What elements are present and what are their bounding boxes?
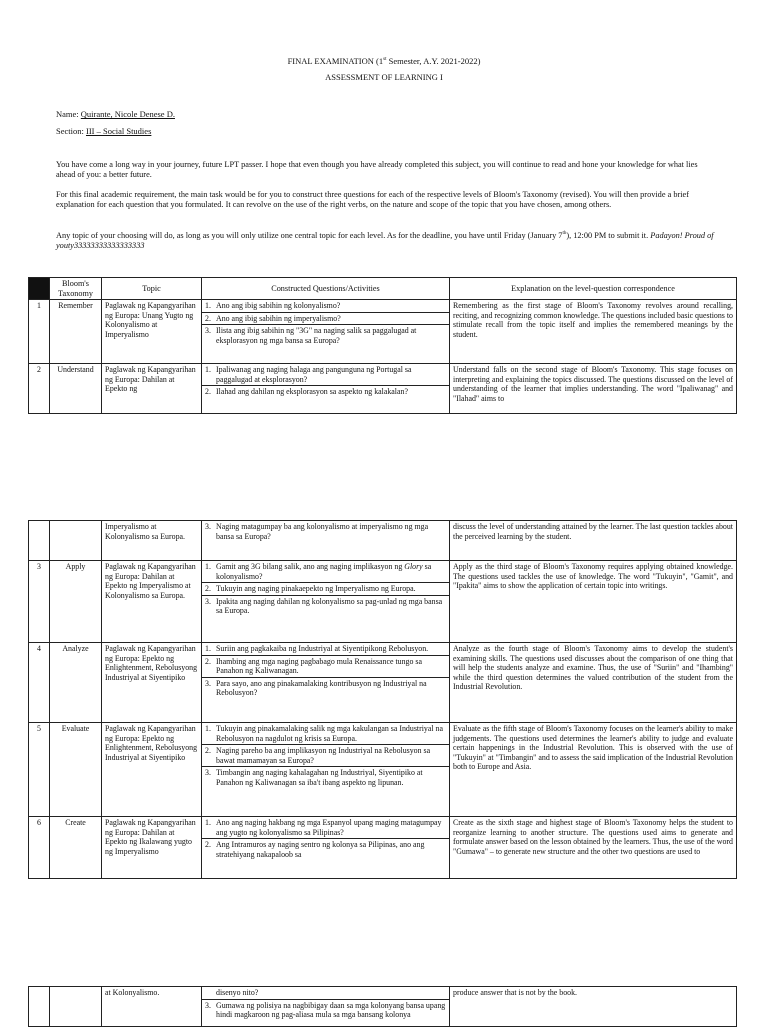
row-explanation: Understand falls on the second stage of Bloom's Taxonomy. This stage focuses on interpreting and explaining the topics discussed. The questions discussed on the level of understanding of the learner that implies understanding. The word "Ipaliwanag" and "Ilahad" aims to — [450, 364, 737, 414]
table-row — [29, 643, 737, 723]
row-questions — [202, 561, 450, 643]
page-3 — [0, 978, 768, 1024]
question-item: 2. Tukuyin ang naging pinakaepekto ng Imperyalismo ng Europa. — [202, 583, 449, 596]
question-item: 2. Ihambing ang mga naging pagbabago mula Renaissance tungo sa Panahon ng Kaliwanagan. — [202, 656, 449, 678]
exam-subtitle: ASSESSMENT OF LEARNING I — [325, 72, 443, 82]
row-questions — [202, 300, 450, 364]
table-row — [29, 561, 737, 643]
header-topic: Topic — [102, 278, 202, 300]
row-number: 1 — [29, 300, 50, 364]
row-questions — [202, 643, 450, 723]
question-item: disenyo nito? — [202, 987, 449, 1000]
row-topic: Paglawak ng Kapangyarihan ng Europa: Dahilan at Epekto ng — [102, 364, 202, 414]
table-row — [29, 723, 737, 817]
question-item: 3. Naging matagumpay ba ang kolonyalismo at imperyalismo ng mga bansa sa Europa? — [205, 522, 429, 541]
row-number: 3 — [29, 561, 50, 643]
row-topic: at Kolonyalismo. — [102, 987, 202, 1027]
student-section: Section: III – Social Studies — [56, 126, 152, 136]
question-item: 2. Ilahad ang dahilan ng eksplorasyon sa aspekto ng kalakalan? — [205, 387, 408, 397]
row-explanation: Analyze as the fourth stage of Bloom's Taxonomy aims to develop the student's examining skills. The questions used discusses about the comparison of one thing that will help the students analyze and examine. Thus, the use of "Suriin" and "Ihambing" while the third question determines the valued contribution of the student from the Industrial Revolution. — [450, 643, 737, 723]
row-number: 2 — [29, 364, 50, 414]
corner-cell — [29, 278, 50, 300]
row-explanation: Evaluate as the fifth stage of Bloom's Taxonomy focuses on the learner's ability to make judgements. The questions used determines the learner's ability to judge and evaluate certain happenings in the Industrial Revolution. This is observed with the use of "Tukuyin" at "Timbangin" and to assess the said implication of the Industrial Revolution both to Europe and Asia. — [450, 723, 737, 817]
row-explanation: Remembering as the first stage of Bloom's Taxonomy revolves around recalling, reciting, and recognizing common knowledge. The questions included basic questions to stimulate recall from the topic itself and implies the remembered meanings by the student. — [450, 300, 737, 364]
question-item: 1. Ano ang ibig sabihin ng kolonyalismo? — [202, 300, 449, 313]
blooms-table-page-1 — [28, 277, 737, 414]
row-explanation: Create as the sixth stage and highest stage of Bloom's Taxonomy helps the student to reorganize learning to another structure. The questions used aims to generate and formulate answer based on the lesson obtained by the learners. Thus, the use of the word "Gumawa" – to generate new structure and the other two questions are used to — [450, 817, 737, 879]
row-questions — [202, 723, 450, 817]
row-level — [50, 521, 102, 561]
table-row — [29, 817, 737, 879]
row-topic: Paglawak ng Kapangyarihan ng Europa: Epekto ng Enlightenment, Rebolusyong Industriyal at Siyentipiko — [102, 723, 202, 817]
row-explanation: Apply as the third stage of Bloom's Taxonomy requires applying obtained knowledge. The questions used tackles the use of knowledge. The word "Tukuyin", "Gamit", and "Ipakita" aims to show the application of certain topic into writings. — [450, 561, 737, 643]
header-taxonomy: Bloom's Taxonomy — [50, 278, 102, 300]
table-header-row — [29, 278, 737, 300]
blooms-table-page-2 — [28, 520, 737, 879]
row-level: Analyze — [50, 643, 102, 723]
row-level: Apply — [50, 561, 102, 643]
row-questions — [202, 817, 450, 879]
question-item: 3. Timbangin ang naging kahalagahan ng Industriyal, Siyentipiko at Panahon ng Kaliwanagan sa iba't ibang aspekto ng lipunan. — [205, 768, 423, 787]
instruction-paragraph-3: Any topic of your choosing will do, as long as you will only utilize one central topic for each level. As for the deadline, you have until Friday (January 7th), 12:00 PM to submit it. Padayon! Proud of youty33333333333333333 — [56, 230, 714, 251]
row-level — [50, 987, 102, 1027]
row-number: 4 — [29, 643, 50, 723]
student-name: Name: Quirante, Nicole Denese D. — [56, 109, 175, 119]
question-item: 1. Ano ang naging hakbang ng mga Espanyol upang maging matagumpay ang yugto ng kolonyalismo sa Pilipinas? — [202, 817, 449, 839]
row-level: Evaluate — [50, 723, 102, 817]
row-number — [29, 987, 50, 1027]
header-explanation: Explanation on the level-question correspondence — [450, 278, 737, 300]
question-item: 1. Gamit ang 3G bilang salik, ano ang naging implikasyon ng Glory sa kolonyalismo? — [202, 561, 449, 583]
table-row — [29, 300, 737, 364]
question-item: 3. Gumawa ng polisiya na nagbibigay daan sa mga kolonyang bansa upang hindi magkaroon ng pag-aliasa mula sa mga bansang kolonya — [205, 1000, 446, 1020]
row-level: Remember — [50, 300, 102, 364]
header-questions: Constructed Questions/Activities — [202, 278, 450, 300]
page-2 — [0, 510, 768, 880]
question-item: 2. Ano ang ibig sabihin ng imperyalismo? — [202, 313, 449, 326]
row-level: Create — [50, 817, 102, 879]
row-questions — [202, 521, 450, 561]
question-item: 1. Ipaliwanag ang naging halaga ang pangunguna ng Portugal sa paggalugad at eksplorasyon? — [202, 364, 449, 386]
row-explanation: produce answer that is not by the book. — [450, 987, 737, 1027]
row-number: 6 — [29, 817, 50, 879]
exam-title: FINAL EXAMINATION (1st Semester, A.Y. 2021-2022) — [287, 56, 481, 66]
row-level: Understand — [50, 364, 102, 414]
instruction-paragraph-1: You have come a long way in your journey, future LPT passer. I hope that even though you have already completed this subject, you will continue to read and hone your knowledge for what lies ahead of you: a better future. — [56, 160, 698, 180]
row-number: 5 — [29, 723, 50, 817]
row-explanation: discuss the level of understanding attained by the learner. The last question tackles about the perceived learning by the student. — [450, 521, 737, 561]
question-item: 1. Tukuyin ang pinakamalaking salik ng mga kakulangan sa Industriyal na Rebolusyon na nagdulot ng krisis sa Europa. — [202, 723, 449, 745]
row-number — [29, 521, 50, 561]
question-item: 3. Ipakita ang naging dahilan ng kolonyalismo sa pag-unlad ng mga bansa sa Europa. — [205, 596, 443, 616]
question-item: 3. Para sayo, ano ang pinakamalaking kontribusyon ng Industriyal na Rebolusyon? — [205, 678, 427, 698]
page-1 — [0, 0, 768, 478]
row-topic: Imperyalismo at Kolonyalismo sa Europa. — [102, 521, 202, 561]
table-row — [29, 364, 737, 414]
table-row — [29, 521, 737, 561]
row-questions — [202, 987, 450, 1027]
blooms-table-page-3 — [28, 986, 737, 1027]
question-item: 2. Naging pareho ba ang implikasyon ng Industriyal na Rebolusyon sa bawat mamamayan sa Europa? — [202, 745, 449, 767]
question-item: 3. Ilista ang ibig sabihin ng "3G" na naging salik sa paggalugad at eksplorasyon ng mga bansa sa Europa? — [205, 326, 417, 345]
row-questions — [202, 364, 450, 414]
row-topic: Paglawak ng Kapangyarihan ng Europa: Epekto ng Enlightenment, Rebolusyong Industriyal at Siyentipiko — [102, 643, 202, 723]
row-topic: Paglawak ng Kapangyarihan ng Europa: Dahilan at Epekto ng Ikalawang yugto ng Imperyalismo — [102, 817, 202, 879]
row-topic: Paglawak ng Kapangyarihan ng Europa: Dahilan at Epekto ng Imperyalismo at Kolonyalismo sa Europa. — [102, 561, 202, 643]
table-row — [29, 987, 737, 1027]
instruction-paragraph-2: For this final academic requirement, the main task would be for you to construct three questions for each of the respective levels of Bloom's Taxonomy (revised). You will then provide a brief explanation for each question that you formulated. It can revolve on the use of the right verbs, on the nature and scope of the topic that you have chosen, among others. — [56, 190, 690, 210]
row-topic: Paglawak ng Kapangyarihan ng Europa: Unang Yugto ng Kolonyalismo at Imperyalismo — [102, 300, 202, 364]
question-item: 2. Ang Intramuros ay naging sentro ng kolonya sa Pilipinas, ano ang stratehiyang nakapaloob sa — [205, 840, 425, 859]
question-item: 1. Suriin ang pagkakaiba ng Industriyal at Siyentipikong Rebolusyon. — [202, 643, 449, 656]
